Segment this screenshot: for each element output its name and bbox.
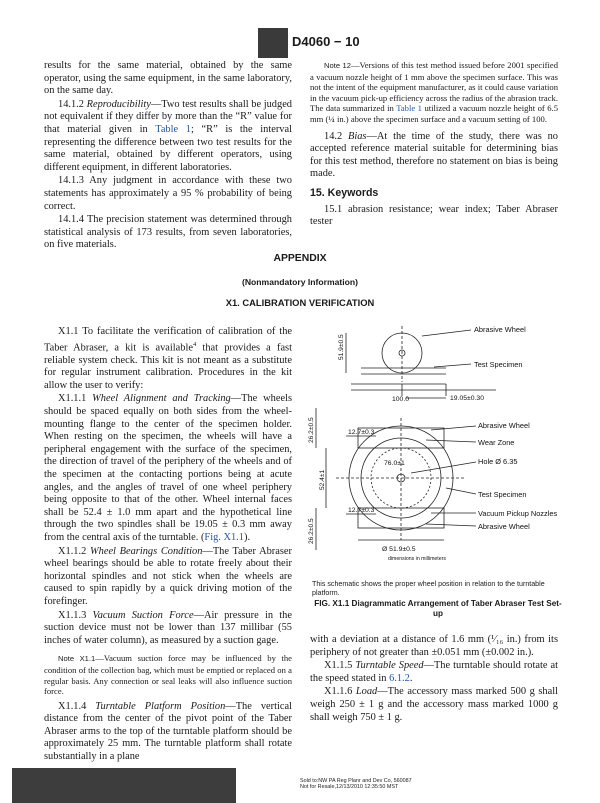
paragraph-14-1-3: 14.1.3 Any judgment in accordance with these two statements has approximately a 95 % probability of being correct. <box>44 175 292 212</box>
label-abrasive-wheel-top: Abrasive Wheel <box>474 325 526 334</box>
section-heading: X1. CALIBRATION VERIFICATION <box>225 297 375 308</box>
paragraph-x1-1-5: X1.1.5 Turntable Speed—The turntable should rotate at the speed stated in 6.1.2. <box>310 660 558 684</box>
bottom-right-column <box>310 634 558 725</box>
paragraph-x1-1-6: X1.1.6 Load—The accessory mass marked 500 g shall weigh 250 ± 1 g and the accessory mass marked 1000 g shall weigh 750 ± 1 g. <box>310 686 558 723</box>
dim-26-2-bot: 26.2±0.5 <box>308 518 315 544</box>
appendix-title: APPENDIX <box>273 253 327 264</box>
dim-12-7-bot: 12.7±0.3 <box>348 507 375 514</box>
dim-19-05: 19.05±0.30 <box>450 395 484 402</box>
paragraph-14-1-1-cont: results for the same material, obtained by the same operator, using the same equipment, in the same laboratory, on the same day. <box>44 60 292 97</box>
figure-x1-1-diagram <box>306 318 576 580</box>
label-wear-zone: Wear Zone <box>478 438 515 447</box>
paragraph-x1-1-4-cont: with a deviation at a distance of 1.6 mm (¹⁄₁₆ in.) from its periphery of not greater than ±0.051 mm (±0.002 in.). <box>310 634 558 658</box>
label-abrasive-wheel-mid: Abrasive Wheel <box>478 421 530 430</box>
keywords-text: 15.1 abrasion resistance; wear index; Taber Abraser tester <box>310 203 558 228</box>
license-footer: Sold to:NW PA Reg Planr and Dev Co, 560087 Not for Resale,12/13/2010 12:35:50 MST <box>300 778 412 791</box>
footer-bar <box>12 768 236 803</box>
paragraph-14-2: 14.2 Bias—At the time of the study, there was no accepted reference material suitable for determining bias for this test method, therefore no statement on bias is being made. <box>310 130 558 180</box>
appendix-subtitle: (Nonmandatory Information) <box>241 277 358 287</box>
document-designation: D4060 − 10 <box>292 34 360 49</box>
label-abrasive-wheel-bot: Abrasive Wheel <box>478 522 530 531</box>
figure-note: This schematic shows the proper wheel position in relation to the turntable platform. <box>312 580 545 597</box>
note-x1-1: Note X1.1—Vacuum suction force may be influenced by the condition of the collection bag, which must be emptied or replaced on a regular basis. Any connection or seal leaks will also influence suction force. <box>44 653 292 697</box>
paragraph-x1-1-1: X1.1.1 Wheel Alignment and Tracking—The wheels should be spaced equally on both sides from the wheel-mounting flange to the center of the specimen holder. When resting on the specimen, the wheels will have a peripheral engagement with the surface of the specimen, the direction of travel of the periphery of the wheels and of the specimen at the contacting portions being at acute angles, and the angles of travel of one wheel periphery being opposite to that of the other. Wheel internal faces shall be 52.4 ± 1.0 mm apart and the hypothetical line through the two spindles shall be 19.05 ± 0.3 mm away from the central axis of the turntable. (Fig. X1.1). <box>44 393 293 543</box>
dim-76: 76.0±1 <box>384 460 405 467</box>
dimensions-note: dimensions in millimeters <box>388 556 446 562</box>
paragraph-14-1-4: 14.1.4 The precision statement was determined through statistical analysis of 173 results, from seven laboratories, on five materials. <box>44 214 292 251</box>
table-1-link-note[interactable]: Table 1 <box>396 103 422 114</box>
bottom-left-column <box>44 326 292 765</box>
paragraph-x1-1: X1.1 To facilitate the verification of calibration of the Taber Abraser, a kit is available$^4$ that provides a fast reliable system check. This kit is not meant as a substitute for regular instrument calibration. Procedures in the kit allow the user to verify: <box>44 326 292 391</box>
label-vacuum-nozzles: Vacuum Pickup Nozzles <box>478 509 558 518</box>
paragraph-x1-1-2: X1.1.2 Wheel Bearings Condition—The Taber Abraser wheel bearings should be able to rotate freely about their horizontal spindles and not stick when the wheels are caused to spin rapidly by a quick driving motion of the forefinger. <box>44 545 292 607</box>
dim-100: 100.0 <box>392 396 410 403</box>
top-left-column <box>44 60 292 253</box>
fig-x1-1-link[interactable]: Fig. X1.1 <box>204 531 244 543</box>
dim-51-9-top: 51.9±0.5 <box>338 334 345 360</box>
dim-52-4: 52.4±1 <box>319 469 326 490</box>
table-1-link[interactable]: Table 1 <box>155 123 191 135</box>
dim-51-9-bot: Ø 51.9±0.5 <box>382 546 416 553</box>
section-6-1-2-link[interactable]: 6.1.2 <box>389 672 410 684</box>
paragraph-x1-1-3: X1.1.3 Vacuum Suction Force—Air pressure in the suction device must not be lower than 137 millibar (55 inches of water column), as measured by a suction gage. <box>44 609 292 646</box>
top-right-column <box>310 60 558 230</box>
label-test-specimen-mid: Test Specimen <box>478 490 527 499</box>
note-12: Note 12—Versions of this test method issued before 2001 specified a vacuum nozzle height of 1 mm above the specimen surface. This was not the intent of the equipment manufacturer, as it could cause variation in the vacuum pick-up efficiency across the radius of the abrasion track. The data summarized in Table 1 utilized a vacuum nozzle height of 6.5 mm (¼ in.) above the specimen surface and a vacuum setting of 100. <box>310 60 559 124</box>
astm-logo <box>258 28 288 58</box>
paragraph-14-1-2: 14.1.2 Reproducibility—Two test results shall be judged not equivalent if they differ by more than the “R” value for that material given in Table 1; “R” is the interval representing the difference between two test results for the same material, obtained by different operators, using different equipment, in different laboratories. <box>44 98 292 173</box>
label-hole: Hole Ø 6.35 <box>478 457 518 466</box>
figure-caption: FIG. X1.1 Diagrammatic Arrangement of Taber Abraser Test Set-up <box>314 599 562 619</box>
keywords-heading: 15. Keywords <box>310 186 379 199</box>
dim-12-7-top: 12.7±0.3 <box>348 429 375 436</box>
paragraph-x1-1-4: X1.1.4 Turntable Platform Position—The vertical distance from the center of the pivot point of the Taber Abraser arms to the top of the turntable platform should be approximately 25 mm. The turntable platform shall rotate substantially in a plane <box>44 700 292 763</box>
dim-26-2-top: 26.2±0.5 <box>308 417 315 443</box>
label-test-specimen-top: Test Specimen <box>474 360 523 369</box>
